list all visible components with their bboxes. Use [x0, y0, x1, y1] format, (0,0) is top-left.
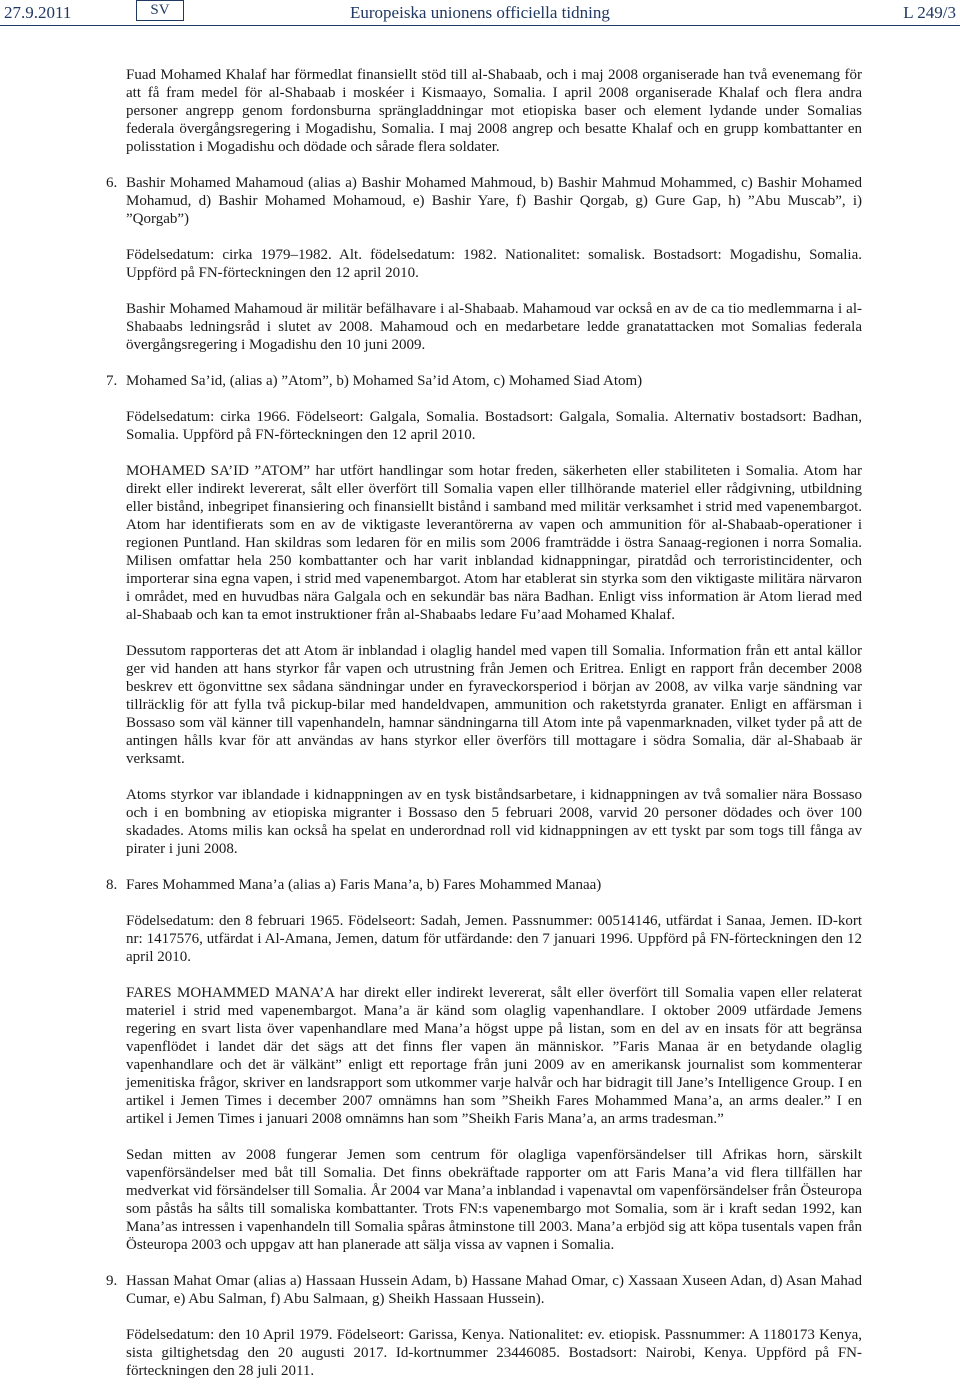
entry-paragraph: Födelsedatum: den 8 februari 1965. Födelseort: Sadah, Jemen. Passnummer: 00514146, utfärdat i Sanaa, Jemen. ID-kort nr: 1417576, utfärdat i Al-Amana, Jemen, datum för utfärdande: den 7 januari 1996. Uppförd på FN-förteckningen den 12 april 2010.	[126, 913, 862, 965]
entry-paragraph: Födelsedatum: den 10 April 1979. Födelseort: Garissa, Kenya. Nationalitet: ev. etiopisk. Passnummer: A 1180173 Kenya, sista giltighetsdag den 20 augusti 2017. Id-kortnummer 23446085. Bostadsort: Nairobi, Kenya. Uppförd på FN-förteckningen den 28 juli 2011.	[126, 1327, 862, 1379]
entry-paragraph: Dessutom rapporteras det att Atom är inblandad i olaglig handel med vapen till Somalia. Information från ett antal källor ger vid handen att hans styrkor får vapen och utrustning från Jemen och Eritrea. Enligt en rapport från december 2008 beskrev ett ögonvittne sex sådana sändningar under en fyraveckorsperiod i början av 2008, av vilka varje sändning var tillräcklig för att fylla två pickup-bilar med handeldvapen, ammunition och raketstyrda granater. Enligt en affärsman i Bossaso som väl känner till vapenhandeln, hamnar sändningarna till Atom inte på vapenmarknaden, vilket tyder på att de antingen hålls kvar för att användas av hans styrkor eller överförs till mottagare i södra Somalia, där al-Shabaab är verksamt.	[126, 643, 862, 767]
entry-paragraph: Födelsedatum: cirka 1966. Födelseort: Galgala, Somalia. Bostadsort: Galgala, Somalia. Alternativ bostadsort: Badhan, Somalia. Uppförd på FN-förteckningen den 12 april 2010.	[126, 409, 862, 443]
issue-date: 27.9.2011	[4, 3, 72, 22]
journal-title: Europeiska unionens officiella tidning	[350, 3, 610, 22]
entry-paragraph: Atoms styrkor var iblandade i kidnappningen av en tysk biståndsarbetare, i kidnappningen av två somalier nära Bossaso och i en bombning av etiopiska migranter i Bossaso den 5 februari 2008, varvid 20 personer dödades och över 100 skadades. Atoms milis kan också ha spelat en underordnad roll vid kidnappningen av ett tyskt par som togs till fånga av pirater i juni 2008.	[126, 787, 862, 857]
entry-paragraph: Sedan mitten av 2008 fungerar Jemen som centrum för olagliga vapenförsändelser till Afrikas horn, särskilt vapenförsändelser med båt till Somalia. Det finns obekräftade rapporter om att Faris Mana’a vid flera tillfällen har medverkat vid försändelser till Somalia. År 2004 var Mana’a inblandad i vapenavtal om vapenförsändelser från Östeuropa som påstås ha sålts till somaliska kombattanter. Trots FN:s vapenembargo mot Somalia, som är i kraft sedan 1992, kan Mana’as intressen i vapenhandeln till Somalia spåras åtminstone till 2003. Mana’a erbjöd sig att köpa tusentals vapen från Östeuropa 2003 och uppgav att han planerade att sälja vissa av vapnen i Somalia.	[126, 1147, 862, 1253]
document-body	[106, 66, 862, 1380]
entry-paragraph: Bashir Mohamed Mahamoud är militär befälhavare i al-Shabaab. Mahamoud var också en av de ca tio medlemmarna i al-Shabaabs ledningsråd i slutet av 2008. Mahamoud och en medarbetare ledde granatattacken mot Somalias federala övergångsregering i Mogadishu den 10 juni 2009.	[126, 301, 862, 353]
entry-paragraph: MOHAMED SA’ID ”ATOM” har utfört handlingar som hotar freden, säkerheten eller stabiliteten i Somalia. Atom har direkt eller indirekt levererat, sålt eller överfört till Somalia vapen eller tillhörande materiel eller rådgivning, utbildning eller bistånd, inbegripet finansiering och finansiellt bistånd i samband med militär verksamhet i strid med vapenembargot. Atom har identifierats som en av de viktigaste leverantörerna av vapen och ammunition för al-Shabaab-operationer i regionen Puntland. Han skildras som ledaren för en milis som 2006 framträdde i östra Sanaag-regionen i norra Somalia. Milisen omfattar hela 250 kombattanter och har varit inblandad kidnappningar, piratdåd och terroristincidenter, och importerar sina egna vapen, i strid med vapenembargot. Atom har etablerat sin styrka som den viktigaste militära närvaron i området, med en huvudbas nära Galgala och en sekundär bas nära Badhan. Enligt viss information är Atom lierad med al-Shabaab och kan ta emot instruktioner från al-Shabaabs ledare Fu’aad Mohamed Khalaf.	[126, 463, 862, 623]
entry-title: Hassan Mahat Omar (alias a) Hassaan Hussein Adam, b) Hassane Mahad Omar, c) Xassaan Xuseen Adan, d) Asan Mahad Cumar, e) Abu Salman, f) Abu Salmaan, g) Sheikh Hassaan Hussein).	[126, 1273, 862, 1307]
intro-paragraph: Fuad Mohamed Khalaf har förmedlat finansiellt stöd till al-Shabaab, och i maj 2008 organiserade han två evenemang för att få fram medel för al-Shabaab i moskéer i Kismaayo, Somalia. I april 2008 organiserade Khalaf och flera andra personer angrepp genom fordonsburna sprängladdningar mot etiopiska baser och element lydande under Somalias federala övergångsregering i Mogadishu, Somalia. I maj 2008 angrep och besatte Khalaf och en grupp kombattanter en polisstation i Mogadishu och dödade och sårade flera soldater.	[126, 67, 862, 155]
entry-8	[106, 876, 862, 894]
page-header	[0, 0, 960, 24]
entry-number: 6.	[106, 175, 118, 191]
entry-number: 8.	[106, 877, 118, 893]
entry-title: Bashir Mohamed Mahamoud (alias a) Bashir Mohamed Mahmoud, b) Bashir Mahmud Mohammed, c) Bashir Mohamed Mohamud, d) Bashir Mohamed Mohamoud, e) Bashir Yare, f) Bashir Qorgab, g) Gure Gap, h) ”Abu Muscab”, i) ”Qorgab”)	[126, 175, 862, 227]
entry-title: Mohamed Sa’id, (alias a) ”Atom”, b) Mohamed Sa’id Atom, c) Mohamed Siad Atom)	[126, 373, 643, 389]
entry-6	[106, 174, 862, 228]
language-badge: SV	[136, 0, 184, 21]
entry-number: 9.	[106, 1273, 118, 1289]
page-number: L 249/3	[903, 3, 956, 22]
entry-title: Fares Mohammed Mana’a (alias a) Faris Mana’a, b) Fares Mohammed Manaa)	[126, 877, 602, 893]
entry-paragraph: Födelsedatum: cirka 1979–1982. Alt. födelsedatum: 1982. Nationalitet: somalisk. Bostadsort: Mogadishu, Somalia. Uppförd på FN-förteckningen den 12 april 2010.	[126, 247, 862, 281]
entry-paragraph: FARES MOHAMMED MANA’A har direkt eller indirekt levererat, sålt eller överfört till Somalia vapen eller relaterat materiel i strid med vapenembargot. Mana’a är känd som olaglig vapenhandlare. I oktober 2009 utfärdade Jemens regering en svart lista över vapenhandlare med Mana’a högst uppe på listan, som en del av en insats för att begränsa vapenflödet i landet där det sägs att det finns fler vapen än människor. ”Faris Manaa är en betydande olaglig vapenhandlare och det är välkänt” enligt ett reportage från juni 2009 av en amerikansk journalist som kommenterar jemenitiska frågor, skriver en landsrapport som utkommer varje halvår och har bidragit till Jane’s Intelligence Group. I en artikel i Jemen Times i december 2007 omnämns han som ”Sheikh Fares Mohammed Mana’a, an arms dealer.” I en artikel i Jemen Times i januari 2008 omnämns han som ”Sheikh Faris Mana’a, an arms tradesman.”	[126, 985, 862, 1127]
entry-number: 7.	[106, 373, 118, 389]
entry-7	[106, 372, 862, 390]
header-rule	[0, 25, 960, 26]
entry-9	[106, 1272, 862, 1308]
